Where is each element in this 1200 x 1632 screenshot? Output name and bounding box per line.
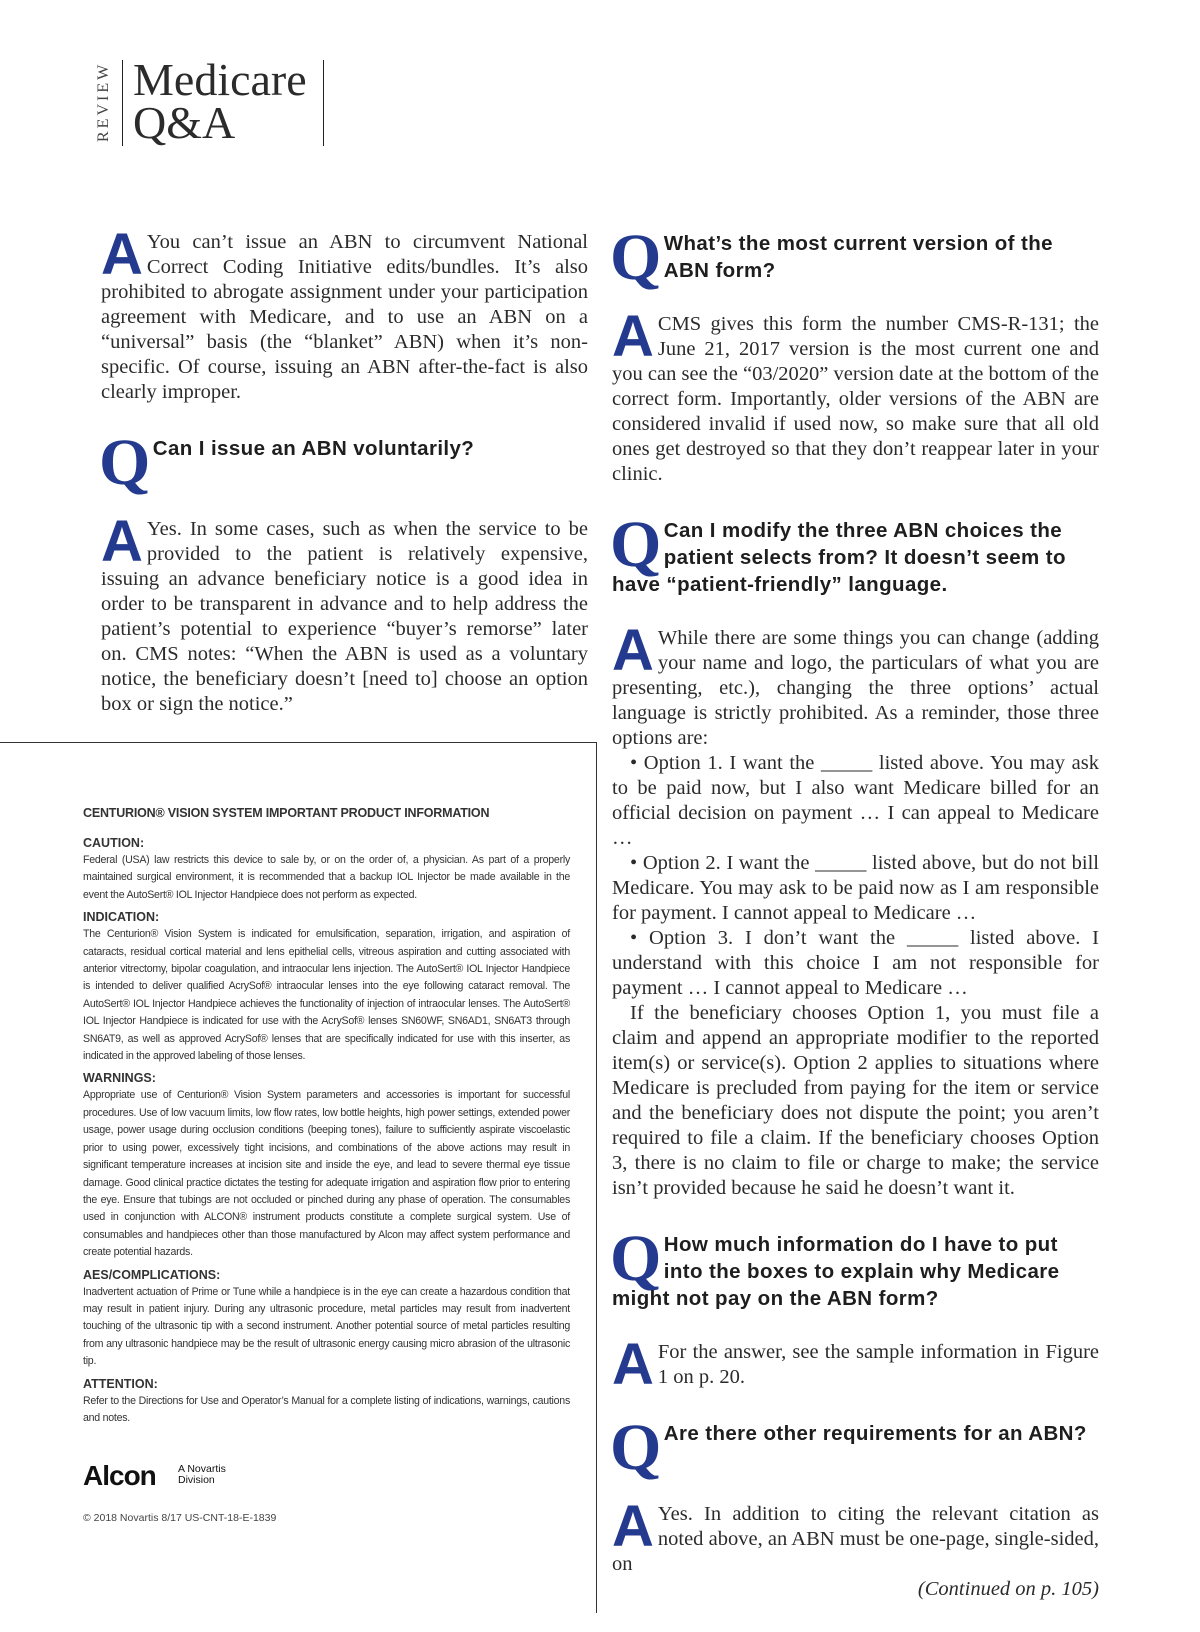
answer-initial: A — [612, 1494, 654, 1559]
question-text: How much information do I have to put into the boxes to explain why Medicare might not pay on the ABN form? — [612, 1233, 1060, 1310]
question-initial: Q — [99, 426, 151, 499]
product-information-ad — [83, 806, 570, 1433]
question-initial: Q — [610, 221, 662, 294]
ad-heading-indication: INDICATION: — [83, 910, 160, 925]
ad-heading-attention: ATTENTION: — [83, 1376, 158, 1391]
answer-block — [612, 618, 1099, 1201]
section-label: REVIEW — [95, 61, 112, 143]
question-block — [610, 1411, 1099, 1484]
ad-title: CENTURION® VISION SYSTEM IMPORTANT PRODUCT INFORMATION — [83, 806, 490, 820]
ad-heading-caution: CAUTION: — [83, 836, 145, 850]
alcon-division-line-1: A Novartis — [178, 1463, 226, 1475]
option-3: • Option 3. I don’t want the _____ listed above. I understand with this choice I am not responsible for payment … I cannot appeal to Medicare … — [612, 927, 1099, 999]
answer-block — [101, 222, 588, 405]
alcon-wordmark: Alcon — [83, 1460, 156, 1491]
left-column — [99, 222, 588, 747]
question-block — [610, 1222, 1099, 1312]
title-line-1: Medicare — [133, 54, 307, 105]
question-block — [610, 508, 1099, 598]
option-1: • Option 1. I want the _____ listed above. You may ask to be paid now, but I also want Medicare billed for an official decision on payment … I can appeal to Medicare … — [612, 752, 1099, 849]
ad-border-top — [0, 742, 597, 743]
question-text: Are there other requirements for an ABN? — [663, 1422, 1087, 1445]
question-text: Can I modify the three ABN choices the patient selects from? It doesn’t seem to have “patient-friendly” language. — [612, 519, 1066, 596]
right-column — [610, 221, 1099, 1632]
ad-text-indication: The Centurion® Vision System is indicated for emulsification, separation, irrigation, and aspiration of cataracts, residual cortical material and lens epithelial cells, vitreous aspiration and cutting associated with anterior vitrectomy, bipolar coagulation, and intraocular lens injection. The AutoSert® IOL Injector Handpiece is intended to deliver qualified AcrySof® intraocular lenses into the eye following cataract removal. The AutoSert® IOL Injector Handpiece achieves the functionality of injection of intraocular lenses. The AutoSert® IOL Injector Handpiece is indicated for use with the AcrySof® lenses SN60WF, SN6AD1, SN6AT3 through SN6AT9, as well as approved AcrySof® lenses that are specifically indicated for use with this inserter, as indicated in the approved labeling of those lenses. — [83, 928, 570, 1063]
answer-text: CMS gives this form the number CMS-R-131; the June 21, 2017 version is the most current one and you can see the “03/2020” version date at the bottom of the correct form. Importantly, older versions of the ABN are considered invalid if used now, so make sure that all old ones get destroyed so that they don’t reappear later in your clinic. — [612, 313, 1099, 485]
answer-paragraph: If the beneficiary chooses Option 1, you must file a claim and append an appropriate modifier to the reported item(s) or service(s). Option 2 applies to situations where Medicare is precluded from paying for the item or service and the beneficiary does not dispute the point; you aren’t required to file a claim. If the beneficiary chooses Option 3, there is no claim to file or charge to make; the service isn’t provided because he said he doesn’t want it. — [612, 1002, 1099, 1199]
option-2: • Option 2. I want the _____ listed above, but do not bill Medicare. You may ask to be paid now as I am responsible for payment. I cannot appeal to Medicare … — [612, 852, 1099, 924]
question-text: What’s the most current version of the ABN form? — [663, 232, 1053, 282]
ad-border-right — [596, 742, 597, 1613]
alcon-division-text — [178, 1464, 248, 1486]
answer-initial: A — [612, 618, 654, 683]
answer-initial: A — [612, 304, 654, 369]
ad-text-aes: Inadvertent actuation of Prime or Tune while a handpiece is in the eye can create a hazardous condition that may result in patient injury. During any ultrasonic procedure, metal particles may result from inadvertent touching of the ultrasonic tip with a second instrument. Another potential source of metal particles resulting from any ultrasonic handpiece may be the result of ultrasonic energy causing micro abrasion of the ultrasonic tip. — [83, 1285, 570, 1368]
ad-text-caution: Federal (USA) law restricts this device to sale by, or on the order of, a physician. As part of a properly maintained surgical environment, it is recommended that a backup IOL Injector be made available in the event the AutoSert® IOL Injector Handpiece does not perform as expected. — [83, 854, 570, 901]
answer-initial: A — [101, 509, 143, 574]
question-block — [610, 221, 1099, 294]
ad-heading-aes: AES/COMPLICATIONS: — [83, 1267, 221, 1282]
answer-initial: A — [612, 1332, 654, 1397]
ad-text-attention: Refer to the Directions for Use and Operator’s Manual for a complete listing of indications, warnings, cautions and notes. — [83, 1394, 570, 1424]
answer-initial: A — [101, 222, 143, 287]
ad-heading-warnings: WARNINGS: — [83, 1071, 156, 1086]
alcon-division-line-2: Division — [178, 1474, 215, 1486]
answer-text: While there are some things you can change (adding your name and logo, the particulars of what you are presenting, etc.), changing the three options’ actual language is strictly prohibited. As a reminder, those three options are: — [612, 627, 1099, 749]
question-text: Can I issue an ABN voluntarily? — [152, 437, 475, 460]
header-divider-right — [323, 60, 324, 146]
answer-text: For the answer, see the sample information in Figure 1 on p. 20. — [657, 1341, 1099, 1388]
answer-text: Yes. In addition to citing the relevant citation as noted above, an ABN must be one-page, single-sided, on — [612, 1503, 1099, 1575]
answer-text: You can’t issue an ABN to circumvent National Correct Coding Initiative edits/bundles. It’s also prohibited to abrogate assignment under your participation agreement with Medicare, and to use an ABN on a “universal” basis (the “blanket” ABN) when it’s non-specific. Of course, issuing an ABN after-the-fact is also clearly improper. — [101, 231, 588, 403]
title-line-2: Q&A — [133, 97, 236, 148]
header-divider-left — [122, 60, 123, 146]
answer-block — [101, 509, 588, 717]
question-initial: Q — [610, 1411, 662, 1484]
answer-block — [612, 304, 1099, 487]
page-title — [133, 54, 313, 148]
question-initial: Q — [610, 508, 662, 581]
answer-block — [612, 1494, 1099, 1602]
answer-text: Yes. In some cases, such as when the service to be provided to the patient is relatively expensive, issuing an advance beneficiary notice is a good idea in order to be transparent in advance and to help address the patient’s potential to experience “buyer’s remorse” later on. CMS notes: “When the ABN is used as a voluntary notice, the beneficiary doesn’t [need to] choose an option box or sign the notice.” — [101, 518, 588, 715]
ad-copyright: © 2018 Novartis 8/17 US-CNT-18-E-1839 — [83, 1512, 277, 1524]
ad-text-warnings: Appropriate use of Centurion® Vision System parameters and accessories is important for successful procedures. Use of low vacuum limits, low flow rates, low bottle heights, high power settings, extended power usage, power usage during occlusion conditions (beeping tones), failure to sufficiently aspirate viscoelastic prior to using power, excessively tight incisions, and combinations of the above actions may result in significant temperature increases at incision site and inside the eye, and lead to severe thermal eye tissue damage. Good clinical practice dictates the testing for adequate irrigation and aspiration flow prior to entering the eye. Ensure that tubings are not occluded or pinched during any phase of operation. The consumables used in conjunction with ALCON® instrument products constitute a complete surgical system. Use of consumables and handpieces other than those manufactured by Alcon may affect system performance and create potential hazards. — [83, 1089, 570, 1259]
answer-block — [612, 1332, 1099, 1397]
question-block — [99, 426, 588, 499]
question-initial: Q — [610, 1222, 662, 1295]
continued-note: (Continued on p. 105) — [917, 1578, 1099, 1600]
